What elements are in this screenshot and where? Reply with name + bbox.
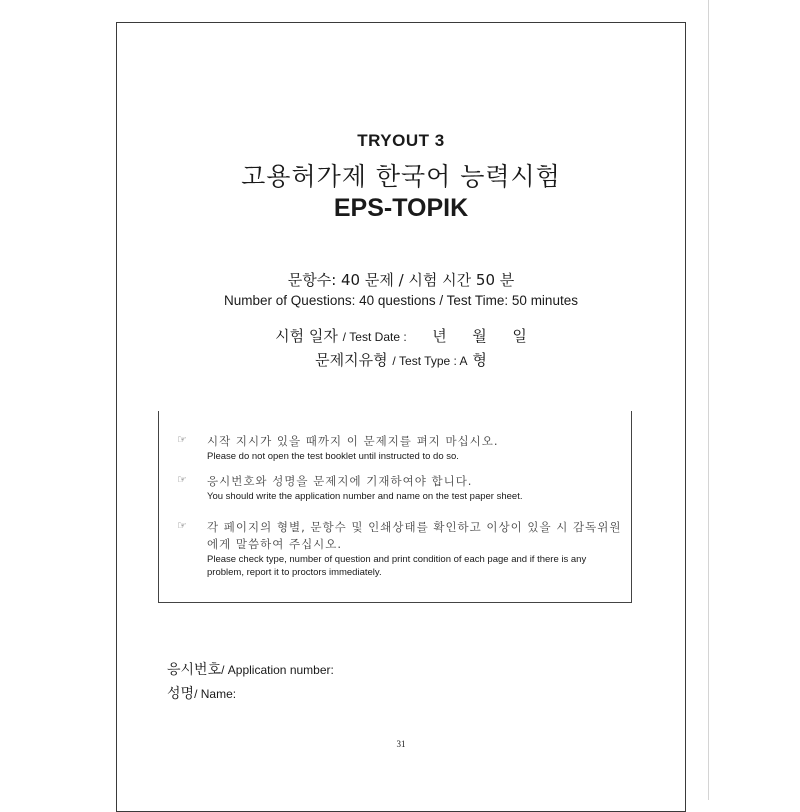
instruction-text-ko: 응시번호와 성명을 문제지에 기재하여야 합니다.	[207, 474, 473, 488]
instructions-box	[158, 411, 632, 603]
instruction-text-en: You should write the application number and name on the test paper sheet.	[207, 491, 523, 502]
instruction-text-en: Please do not open the test booklet until instructed to do so.	[207, 451, 459, 462]
question-count-korean: 문항수: 40 문제 / 시험 시간 50 분	[287, 271, 515, 289]
test-type-line	[117, 349, 685, 370]
page-edge-line	[708, 0, 709, 800]
application-number-label-en: / Application number:	[221, 663, 334, 677]
instruction-text-en: Please check type, number of question and print condition of each page and if there is any problem, report it to proctors immediately.	[207, 554, 587, 578]
test-date-line	[117, 325, 685, 346]
test-date-month: 월	[472, 327, 487, 345]
pointing-hand-icon: ☞	[177, 434, 187, 446]
exam-title-korean: 고용허가제 한국어 능력시험	[241, 162, 561, 191]
instruction-item	[177, 473, 625, 503]
test-type-label-en: / Test Type : A	[392, 354, 468, 368]
test-date-year: 년	[432, 327, 447, 345]
pointing-hand-icon: ☞	[177, 474, 187, 486]
test-date-label-en: / Test Date :	[342, 330, 407, 344]
instruction-item	[177, 433, 625, 463]
instruction-text-ko: 각 페이지의 형별, 문항수 및 인쇄상태를 확인하고 이상이 있을 시 감독위원에게 말씀하여 주십시오.	[207, 520, 622, 551]
application-number-label-ko: 응시번호	[167, 662, 222, 678]
test-date-label-ko: 시험 일자	[275, 327, 338, 345]
instruction-text-ko: 시작 지시가 있을 때까지 이 문제지를 펴지 마십시오.	[207, 434, 499, 448]
name-label-en: / Name:	[194, 687, 237, 701]
pointing-hand-icon: ☞	[177, 520, 187, 532]
test-type-suffix: 형	[472, 351, 487, 369]
name-label-ko: 성명	[167, 686, 195, 702]
page-number: 31	[396, 739, 406, 749]
application-number-field	[167, 659, 334, 679]
exam-title-english: EPS-TOPIK	[333, 194, 469, 222]
exam-cover-page	[116, 22, 686, 812]
test-type-label-ko: 문제지유형	[315, 351, 388, 369]
tryout-label: TRYOUT 3	[357, 131, 445, 150]
test-date-day: 일	[512, 327, 527, 345]
question-count-english: Number of Questions: 40 questions / Test Time: 50 minutes	[224, 293, 578, 308]
name-field	[167, 683, 236, 703]
instruction-item	[177, 519, 625, 579]
